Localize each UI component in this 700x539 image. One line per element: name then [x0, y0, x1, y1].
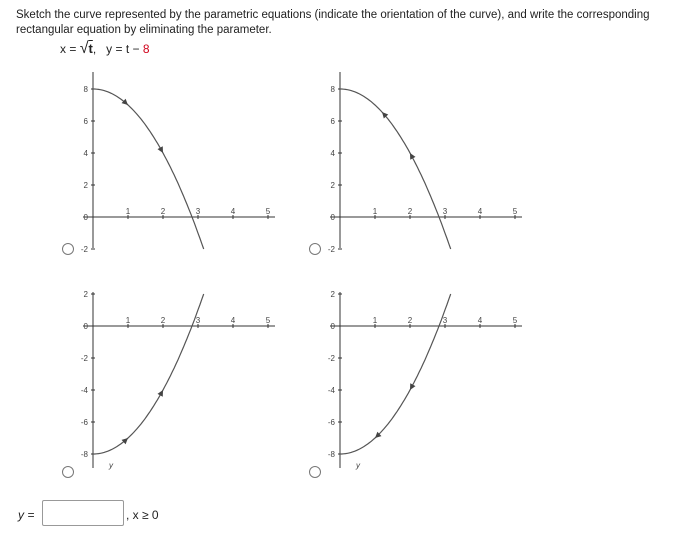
y-tick-label--6: -6 — [327, 418, 335, 427]
eq-y-label: y = t − — [106, 42, 140, 56]
x-tick-label-4: 4 — [230, 316, 236, 325]
parametric-equations — [60, 40, 150, 58]
curve — [340, 89, 451, 249]
sqrt-symbol: √ — [79, 40, 89, 57]
y-tick-label-4: 4 — [83, 149, 88, 158]
answer-suffix: , x ≥ 0 — [126, 508, 159, 522]
eq-separator: , — [92, 42, 97, 56]
curve — [340, 294, 451, 454]
x-tick-label-4: 4 — [477, 316, 483, 325]
x-tick-label-3: 3 — [442, 316, 448, 325]
x-tick-label-3: 3 — [195, 207, 201, 216]
x-tick-label-1: 1 — [125, 316, 131, 325]
y-tick-label-6: 6 — [83, 117, 88, 126]
curve — [93, 294, 204, 454]
y-tick-label-8: 8 — [330, 85, 335, 94]
x-tick-label-4: 4 — [230, 207, 236, 216]
graph-option-4 — [322, 288, 532, 473]
x-tick-label-2: 2 — [160, 316, 166, 325]
eq-y-constant: 8 — [142, 42, 150, 56]
y-tick-label-0: 0 — [330, 322, 335, 331]
graph-option-3 — [75, 288, 285, 473]
y-tick-label-0: 0 — [83, 213, 88, 222]
y-axis-label: y — [356, 461, 360, 470]
x-tick-label-2: 2 — [160, 207, 166, 216]
x-tick-label-5: 5 — [265, 207, 271, 216]
y-tick-label--4: -4 — [327, 386, 335, 395]
x-tick-label-5: 5 — [265, 316, 271, 325]
y-tick-label-4: 4 — [330, 149, 335, 158]
graph-option-1 — [75, 68, 285, 253]
x-tick-label-1: 1 — [125, 207, 131, 216]
y-tick-label--8: -8 — [327, 450, 335, 459]
answer-label: y = — [18, 508, 35, 522]
y-tick-label--2: -2 — [327, 354, 335, 363]
y-tick-label-2: 2 — [330, 181, 335, 190]
question-text: Sketch the curve represented by the parametric equations (indicate the orientation of the curve), and write the corresponding rectangular equation by eliminating the parameter. — [16, 9, 650, 36]
x-tick-label-2: 2 — [407, 316, 413, 325]
y-tick-label--2: -2 — [80, 354, 88, 363]
y-tick-label--6: -6 — [80, 418, 88, 427]
x-tick-label-2: 2 — [407, 207, 413, 216]
x-tick-label-3: 3 — [442, 207, 448, 216]
y-tick-label-6: 6 — [330, 117, 335, 126]
x-tick-label-5: 5 — [512, 207, 518, 216]
answer-input[interactable] — [42, 500, 124, 526]
y-tick-label--8: -8 — [80, 450, 88, 459]
radio-option-4[interactable] — [309, 466, 321, 478]
y-tick-label--2: -2 — [327, 245, 335, 253]
radio-option-2[interactable] — [309, 243, 321, 255]
y-tick-label-0: 0 — [83, 322, 88, 331]
y-tick-label--2: -2 — [80, 245, 88, 253]
y-tick-label-8: 8 — [83, 85, 88, 94]
y-tick-label-0: 0 — [330, 213, 335, 222]
radio-option-1[interactable] — [62, 243, 74, 255]
eq-radicand: t — [88, 41, 93, 56]
x-tick-label-5: 5 — [512, 316, 518, 325]
x-tick-label-3: 3 — [195, 316, 201, 325]
curve — [93, 89, 204, 249]
y-tick-label-2: 2 — [83, 181, 88, 190]
y-tick-label-2: 2 — [330, 290, 335, 299]
y-axis-label: y — [109, 461, 113, 470]
y-tick-label--4: -4 — [80, 386, 88, 395]
x-tick-label-1: 1 — [372, 316, 378, 325]
x-tick-label-4: 4 — [477, 207, 483, 216]
graph-option-2 — [322, 68, 532, 253]
y-tick-label-2: 2 — [83, 290, 88, 299]
radio-option-3[interactable] — [62, 466, 74, 478]
x-tick-label-1: 1 — [372, 207, 378, 216]
eq-x-label: x = — [60, 42, 77, 56]
